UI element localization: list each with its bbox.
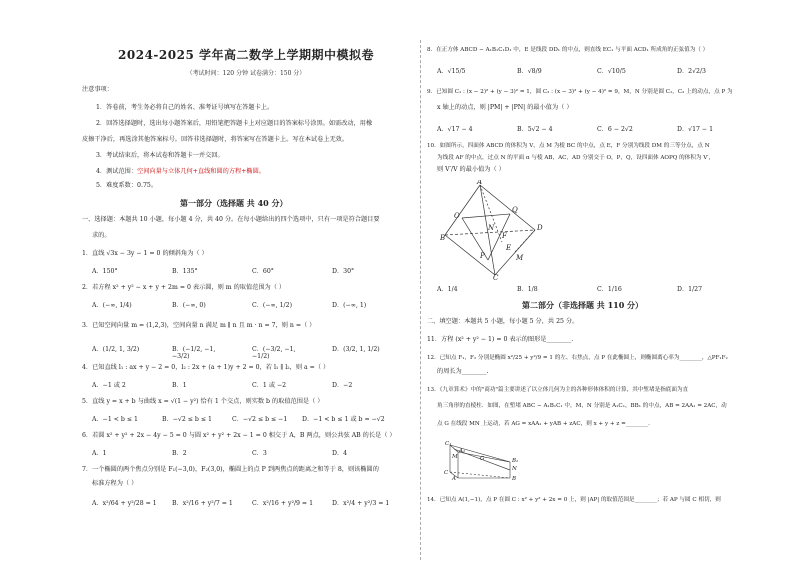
- fig-label-n: N: [488, 224, 495, 232]
- fig-label-a: A: [477, 180, 483, 186]
- question-6: 6．若圆 x² + y² + 2x − 4y − 5 = 0 与圆 x² + y² + 2x − 1 = 0 相交于 A，B 两点，则公共弦 AB 的长是（ ）: [82, 432, 396, 439]
- q2-option-c: C．(−∞, 1/2): [252, 302, 292, 309]
- tetrahedron-figure: [440, 180, 560, 280]
- q9-option-a: A．√17 − 4: [437, 126, 473, 133]
- q5-option-a: A．−1 < b ≤ 1: [92, 416, 138, 423]
- q6-option-a: A．1: [92, 450, 107, 457]
- q3-option-c: C．(−3/2, −1, −1/2): [252, 346, 296, 360]
- fig2-label-m: M: [452, 454, 458, 460]
- fig-label-c: C: [493, 274, 499, 280]
- fig-label-q: Q: [512, 206, 518, 214]
- q10-option-d: D．1/27: [677, 286, 703, 293]
- q3-option-b: B．(−1/2, −1, −3/2): [172, 346, 216, 360]
- question-4-options: [92, 380, 384, 389]
- question-10-2: 为线段 AF 的中点，过点 N 的平面 α 与棱 AB，AC，AD 分别交于 O，P，Q，设四面体 AOPQ 的体积为 V′，: [437, 155, 715, 161]
- exam-title: 2024-2025 学年高二数学上学期期中模拟卷: [118, 48, 374, 62]
- notice-item-3: 3．考试结束后，将本试卷和答题卡一并交回。: [96, 152, 224, 159]
- question-9: 9．已知圆 C₁ : (x − 2)² + (y − 3)² = 1，圆 C₂ : (x − 3)² + (y − 4)² = 9，M，N 分别是圆 C₁，C₂ 上的动点，点 P 为: [427, 89, 733, 95]
- question-1: 1．直线 √3x − 3y − 1 = 0 的倾斜角为（ ）: [82, 250, 208, 257]
- question-4: 4．已知直线 l₁ : ax + y − 2 = 0，l₂ : 2x + (a + 1)y + 2 = 0，若 l₁ ∥ l₂，则 a =（ ）: [82, 364, 330, 371]
- question-7-2: 标准方程为（ ）: [92, 480, 138, 487]
- q4-option-a: A．−1 或 2: [92, 382, 126, 389]
- question-8-options: [437, 66, 757, 75]
- fig2-label-c1: C₁: [445, 441, 452, 447]
- question-13-3: 点 G 在线段 MN 上运动，若 AG = xAA₁ + yAB + zAC，则 x + y + z =________.: [437, 421, 650, 427]
- fig-label-d: D: [537, 224, 543, 232]
- notice-heading: 注意事项：: [82, 86, 113, 93]
- q4-option-d: D．−2: [332, 382, 353, 389]
- q4-option-b: B．1: [172, 382, 187, 389]
- q1-option-c: C．60°: [252, 268, 274, 275]
- fig-label-e: E: [506, 244, 512, 252]
- question-5: 5．直线 y = x + b 与曲线 x = √(1 − y²) 恰有 1 个交点，则实数 b 的取值范围是（ ）: [82, 398, 324, 405]
- question-2: 2．若方程 x² + y² − x + y + 2m = 0 表示圆，则 m 的取值范围为（ ）: [82, 284, 286, 291]
- q9-option-c: C．6 − 2√2: [597, 126, 633, 133]
- q6-option-d: D．4: [332, 450, 348, 457]
- q3-option-d: D．(3/2, 1, 1/2): [332, 346, 380, 353]
- q2-option-b: B．(−∞, 0): [172, 302, 206, 309]
- fill-section-intro: 二、填空题：本题共 5 小题，每小题 5 分，共 25 分。: [427, 318, 579, 325]
- question-9-options: [437, 124, 757, 133]
- q5-option-c: C．−√2 ≤ b ≤ −1: [232, 416, 288, 423]
- column-divider: [420, 40, 421, 560]
- question-14: 14．已知点 A(1,−1)，点 P 在圆 C : x² + y² + 2x = 0 上，则 |AP| 的取值范围是________；若 AP 与圆 C 相切，则: [427, 497, 721, 503]
- notice-item-5: 5．难度系数：0.75。: [96, 182, 158, 189]
- q10-option-c: C．1/16: [597, 286, 622, 293]
- question-7-options: [92, 498, 412, 507]
- question-12: 12．已知点 F₁，F₂ 分别是椭圆 x²/25 + y²/9 = 1 的左、右焦点，点 P 在此椭圆上，则椭圆离心率为________，△PF₁F₂: [427, 355, 728, 361]
- question-10-options: [437, 284, 757, 293]
- q4-option-c: C．1 或 −2: [252, 382, 287, 389]
- q9-option-b: B．5√2 − 4: [517, 126, 553, 133]
- q9-option-d: D．√17 − 1: [677, 126, 714, 133]
- exam-subtitle: （考试时间：120 分钟 试卷满分：150 分）: [186, 70, 306, 77]
- question-13: 13．《九章算术》中的"商功"篇主要讲述了以立体几何为主的各种形体体积的计算，其中堑堵是指底面为直: [427, 387, 689, 393]
- q2-option-a: A．(−∞, 1/4): [92, 302, 132, 309]
- part2-title: 第二部分（非选择题 共 110 分）: [522, 300, 644, 310]
- q7-option-a: A．x²/64 + y²/28 = 1: [92, 500, 157, 507]
- question-9-2: x 轴上的动点，则 |PM| + |PN| 的最小值为（ ）: [437, 104, 573, 111]
- q6-option-b: B．2: [172, 450, 187, 457]
- question-3-options: [92, 344, 384, 360]
- fig-label-m: M: [516, 254, 524, 262]
- question-1-options: [92, 266, 384, 275]
- question-2-options: [92, 300, 384, 309]
- q8-option-c: C．√10/5: [597, 68, 626, 75]
- notice-item-2: 2．回答选择题时，选出每小题答案后，用铅笔把答题卡上对应题目的答案标号涂黑。如需改动，用橡: [96, 120, 373, 127]
- q1-option-d: D．30°: [332, 268, 355, 275]
- notice-item-1: 1．答卷前，考生务必将自己的姓名、准考证号填写在答题卡上。: [96, 104, 274, 111]
- fig2-label-b1: B₁: [512, 458, 519, 464]
- q1-option-b: B．135°: [172, 268, 198, 275]
- fig-label-p: P: [480, 252, 485, 260]
- question-5-options: [92, 414, 402, 423]
- fig2-label-n: N: [512, 466, 517, 472]
- q7-option-b: B．x²/16 + y²/7 = 1: [172, 500, 233, 507]
- notice-item-4: [96, 168, 265, 176]
- question-6-options: [92, 448, 384, 457]
- question-7: 7．一个椭圆的两个焦点分别是 F₁(−3,0)，F₂(3,0)，椭圆上的点 P 到两焦点的距离之和等于 8，则该椭圆的: [82, 466, 379, 473]
- q7-option-c: C．x²/16 + y²/9 = 1: [252, 500, 314, 507]
- part1-title: 第一部分（选择题 共 40 分）: [180, 198, 288, 208]
- fig-label-b: B: [440, 234, 446, 242]
- question-10-3: 则 V′/V 的最小值为（ ）: [437, 166, 505, 173]
- q8-option-a: A．√15/5: [437, 68, 466, 75]
- q7-option-d: D．x²/4 + y²/3 = 1: [332, 500, 390, 507]
- part1-intro: 一、选择题：本题共 10 小题，每小题 4 分，共 40 分。在每小题给出的四个选项中，只有一项是符合题目要: [82, 216, 380, 223]
- question-11: 11．方程 (x² + y² − 1) = 0 表示的图形是________.: [427, 336, 574, 343]
- fig2-label-b: B: [512, 476, 517, 480]
- q1-option-a: A．150°: [92, 268, 118, 275]
- fig2-label-g: G: [480, 456, 485, 462]
- fig2-label-a1: A₁: [459, 448, 466, 454]
- notice-item-2b: 皮擦干净后，再选涂其他答案标号。回答非选择题时，将答案写在答题卡上。写在本试卷上无效。: [82, 136, 349, 143]
- fig2-label-c: C: [444, 470, 449, 476]
- q3-option-a: A．(1/2, 1, 3/2): [92, 346, 140, 353]
- question-13-2: 角三角形的直棱柱．如图，在堑堵 ABC − A₁B₁C₁ 中，M，N 分别是 A₁C₁，BB₁ 的中点，AB = 2AA₁ = 2AC，动: [437, 403, 727, 409]
- question-12-2: 的周长为________.: [437, 368, 489, 375]
- q10-option-b: B．1/8: [517, 286, 538, 293]
- fig2-label-a: A: [452, 476, 456, 480]
- part1-intro-2: 求的。: [92, 232, 111, 239]
- q2-option-d: D．(−∞, 1): [332, 302, 367, 309]
- question-8: 8．在正方体 ABCD − A₁B₁C₁D₁ 中，E 是线段 DD₁ 的中点，则直线 EC₁ 与平面 ACD₁ 所成角的正弦值为（ ）: [427, 47, 709, 53]
- fig-label-o: O: [454, 212, 460, 220]
- notice-item-4-label: 4．测试范围：: [96, 168, 138, 175]
- q5-option-d: D．−1 < b ≤ 1 或 b = −√2: [302, 416, 385, 423]
- q10-option-a: A．1/4: [437, 286, 458, 293]
- prism-figure: [440, 440, 530, 480]
- fig-label-f: F: [502, 232, 507, 240]
- q8-option-d: D．2√2/3: [677, 68, 706, 75]
- q8-option-b: B．√8/9: [517, 68, 542, 75]
- q6-option-c: C．3: [252, 450, 267, 457]
- question-10: 10．如图所示，四面体 ABCD 的体积为 V，点 M 为棱 BC 的中点，点 E，F 分别为线段 DM 的三等分点，点 N: [427, 143, 710, 149]
- q5-option-b: B．−√2 ≤ b ≤ 1: [162, 416, 212, 423]
- question-3: 3．已知空间向量 m = (1,2,3)，空间向量 n 满足 m ∥ n 且 m · n = 7，则 n =（ ）: [82, 322, 316, 329]
- notice-scope: 空间向量与立体几何+直线和圆的方程+椭圆。: [137, 168, 265, 175]
